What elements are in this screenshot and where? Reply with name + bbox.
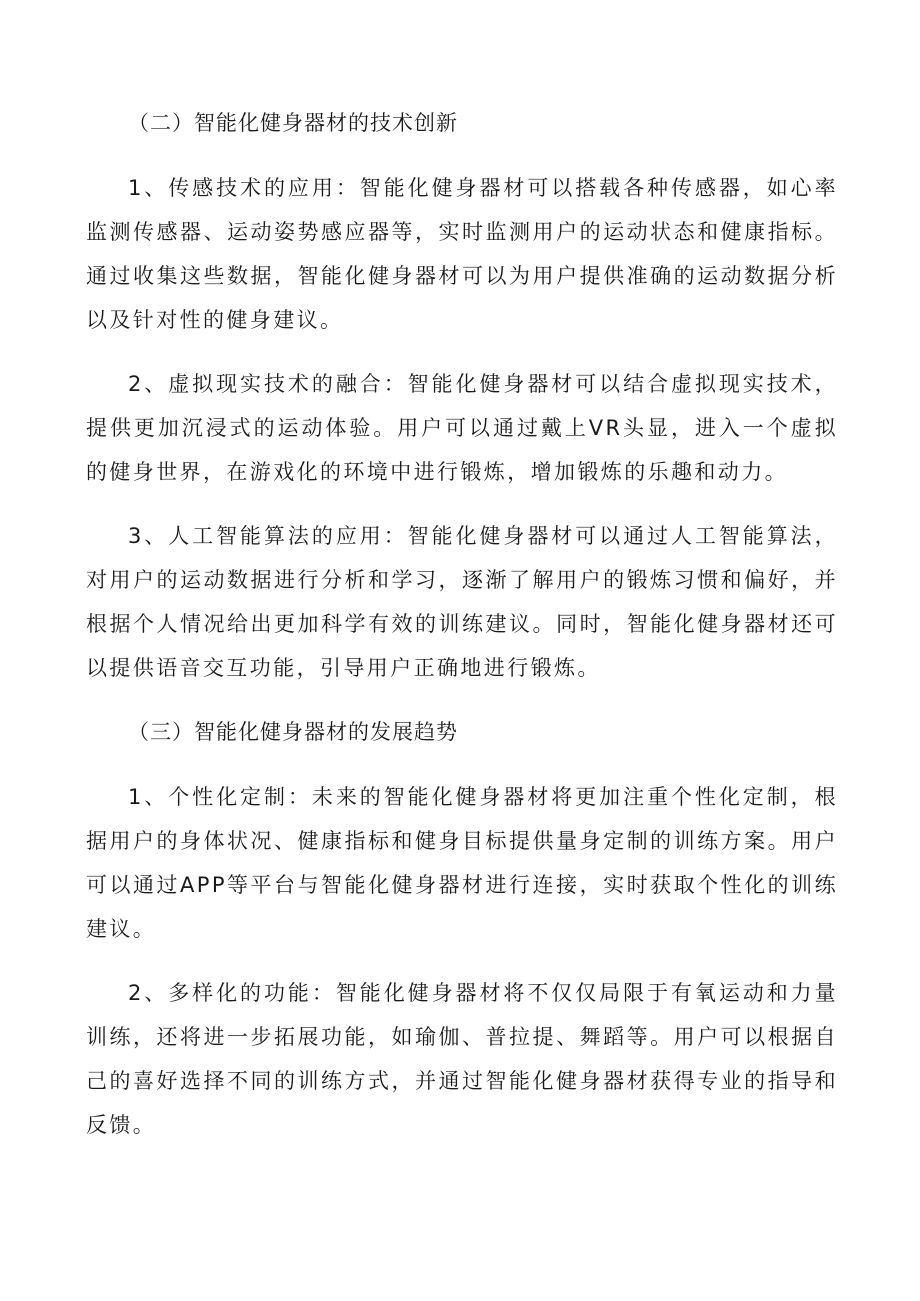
paragraph-virtual-reality: 2、虚拟现实技术的融合：智能化健身器材可以结合虚拟现实技术，提供更加沉浸式的运动体验。用户可以通过戴上VR头显，进入一个虚拟的健身世界，在游戏化的环境中进行锻炼，增加锻炼的乐趣和动力。 (86, 372, 838, 484)
section-heading-development-trends: （三）智能化健身器材的发展趋势 (128, 720, 458, 744)
section-heading-technical-innovation: （二）智能化健身器材的技术创新 (128, 111, 458, 135)
document-body (86, 101, 838, 1167)
paragraph-sensor-technology: 1、传感技术的应用：智能化健身器材可以搭载各种传感器，如心率监测传感器、运动姿势感应器等，实时监测用户的运动状态和健康指标。通过收集这些数据，智能化健身器材可以为用户提供准确的运动数据分析以及针对性的健身建议。 (86, 176, 838, 332)
paragraph-diversified-functions: 2、多样化的功能：智能化健身器材将不仅仅局限于有氧运动和力量训练，还将进一步拓展功能，如瑜伽、普拉提、舞蹈等。用户可以根据自己的喜好选择不同的训练方式，并通过智能化健身器材获得专业的指导和反馈。 (86, 981, 838, 1137)
paragraph-ai-algorithm: 3、人工智能算法的应用：智能化健身器材可以通过人工智能算法，对用户的运动数据进行分析和学习，逐渐了解用户的锻炼习惯和偏好，并根据个人情况给出更加科学有效的训练建议。同时，智能化健身器材还可以提供语音交互功能，引导用户正确地进行锻炼。 (86, 524, 838, 680)
paragraph-personalized-customization: 1、个性化定制：未来的智能化健身器材将更加注重个性化定制，根据用户的身体状况、健康指标和健身目标提供量身定制的训练方案。用户可以通过APP等平台与智能化健身器材进行连接，实时获取个性化的训练建议。 (86, 785, 838, 941)
